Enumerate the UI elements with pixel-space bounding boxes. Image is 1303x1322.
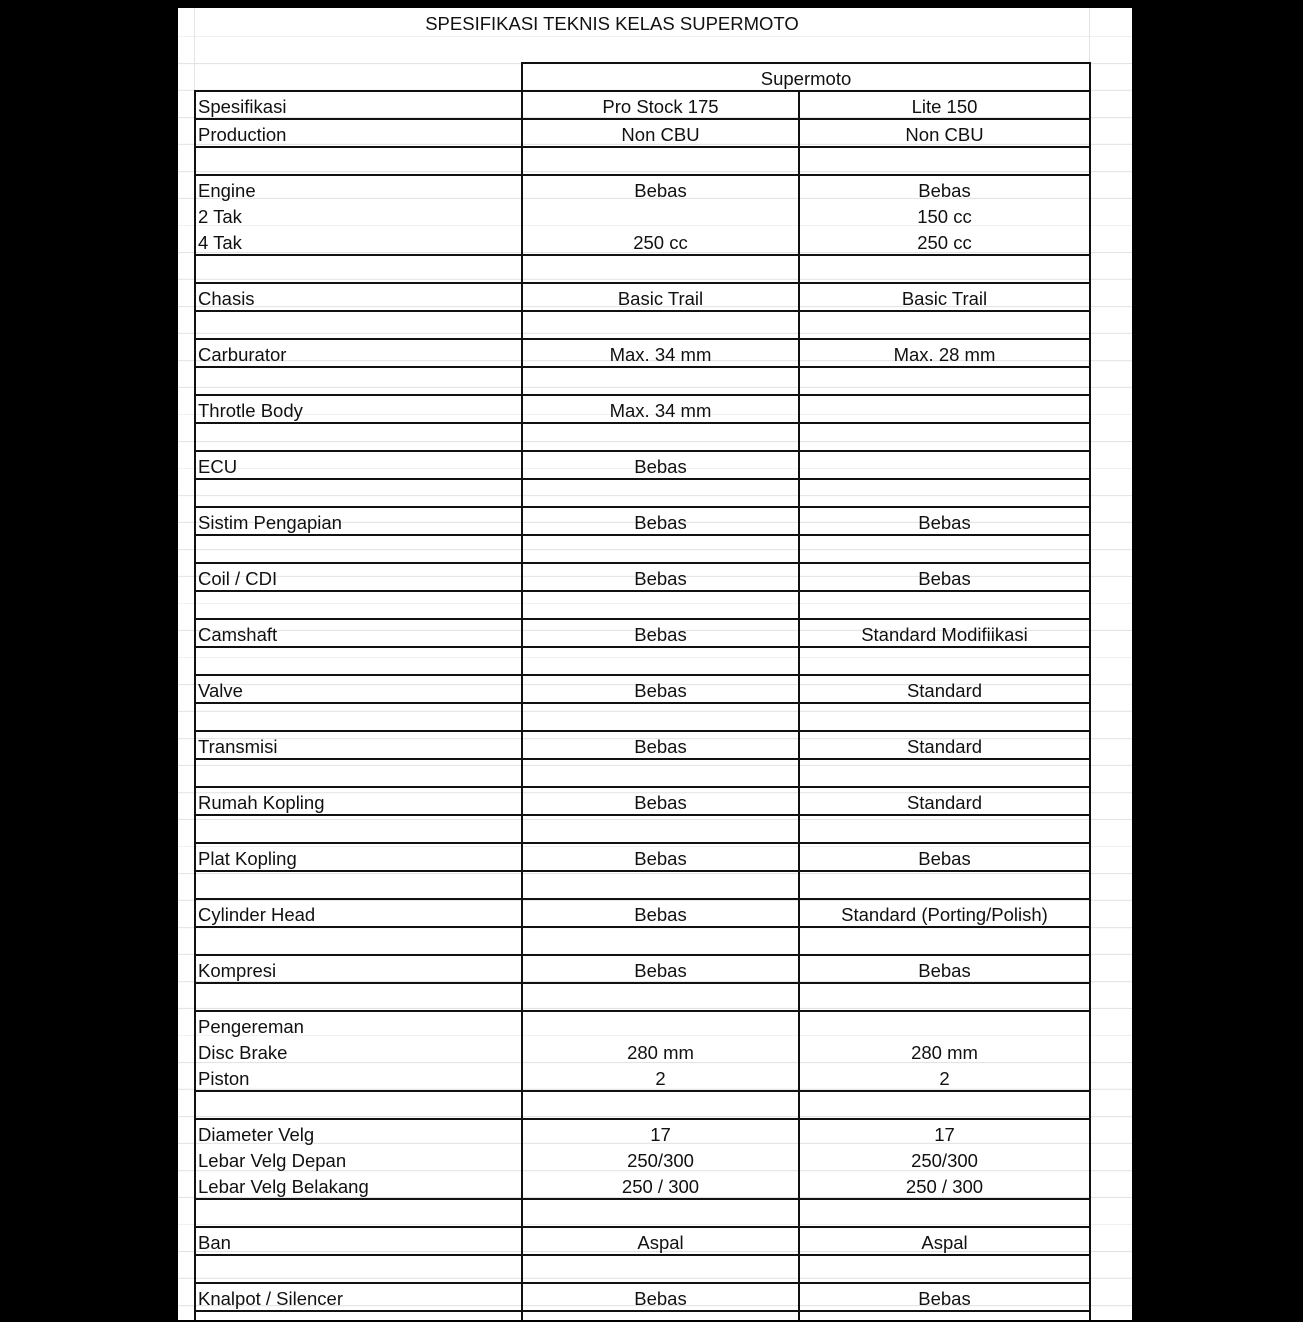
cell-pro-stock: 280 mm [522, 1038, 799, 1064]
header-col-pro-stock: Pro Stock 175 [522, 91, 799, 119]
table-row [195, 871, 1090, 899]
cell-pro-stock: Bebas [522, 619, 799, 647]
cell-lite [799, 367, 1090, 395]
table-row [195, 255, 1090, 283]
cell-pro-stock [522, 759, 799, 787]
cell-pro-stock [522, 479, 799, 507]
table-row [195, 759, 1090, 787]
cell-label: Pengereman [195, 1011, 522, 1038]
cell-lite: Standard Modifiikasi [799, 619, 1090, 647]
table-row [195, 507, 1090, 535]
table-row [195, 1119, 1090, 1146]
cell-pro-stock: Bebas [522, 451, 799, 479]
cell-label: Transmisi [195, 731, 522, 759]
cell-pro-stock [522, 367, 799, 395]
cell-label [195, 1199, 522, 1227]
cell-label: Ban [195, 1227, 522, 1255]
cell-label [195, 871, 522, 899]
cell-lite: Bebas [799, 955, 1090, 983]
cell-label: Valve [195, 675, 522, 703]
cell-pro-stock [522, 1255, 799, 1283]
cell-lite: Non CBU [799, 119, 1090, 147]
table-row [195, 843, 1090, 871]
cell-pro-stock [522, 147, 799, 175]
table-row [195, 535, 1090, 563]
cell-label [195, 479, 522, 507]
cell-lite: Bebas [799, 1283, 1090, 1311]
cell-pro-stock: Bebas [522, 175, 799, 202]
cell-pro-stock: Max. 34 mm [522, 339, 799, 367]
cell-label [195, 815, 522, 843]
cell-label [195, 647, 522, 675]
cell-lite [799, 395, 1090, 423]
table-row [195, 1311, 1090, 1320]
table-row [195, 815, 1090, 843]
table-row [195, 1172, 1090, 1199]
cell-pro-stock [522, 535, 799, 563]
table-row [195, 1255, 1090, 1283]
cell-pro-stock: Bebas [522, 955, 799, 983]
cell-label [195, 1311, 522, 1320]
cell-pro-stock: Aspal [522, 1227, 799, 1255]
cell-label: Production [195, 119, 522, 147]
empty-header-cell [195, 63, 522, 91]
cell-lite: 250/300 [799, 1146, 1090, 1172]
cell-pro-stock [522, 591, 799, 619]
cell-lite [799, 535, 1090, 563]
cell-label [195, 367, 522, 395]
cell-pro-stock: Bebas [522, 843, 799, 871]
cell-lite [799, 647, 1090, 675]
cell-lite [799, 311, 1090, 339]
cell-lite [799, 451, 1090, 479]
cell-label: Diameter Velg [195, 1119, 522, 1146]
cell-pro-stock [522, 202, 799, 228]
cell-pro-stock: Max. 34 mm [522, 395, 799, 423]
cell-label: Chasis [195, 283, 522, 311]
table-row [195, 395, 1090, 423]
table-row [195, 1011, 1090, 1038]
cell-pro-stock: 250 / 300 [522, 1172, 799, 1199]
table-row [195, 451, 1090, 479]
table-row [195, 147, 1090, 175]
cell-pro-stock [522, 647, 799, 675]
cell-label [195, 703, 522, 731]
cell-label: Cylinder Head [195, 899, 522, 927]
cell-pro-stock [522, 703, 799, 731]
cell-pro-stock [522, 1091, 799, 1119]
cell-pro-stock: Bebas [522, 507, 799, 535]
cell-lite [799, 927, 1090, 955]
cell-label: 4 Tak [195, 228, 522, 255]
cell-lite [799, 423, 1090, 451]
cell-lite: Bebas [799, 175, 1090, 202]
cell-label: Plat Kopling [195, 843, 522, 871]
table-row [195, 339, 1090, 367]
cell-label: Engine [195, 175, 522, 202]
cell-pro-stock: Bebas [522, 787, 799, 815]
cell-label [195, 759, 522, 787]
table-row [195, 367, 1090, 395]
cell-label [195, 1255, 522, 1283]
cell-lite: Basic Trail [799, 283, 1090, 311]
cell-pro-stock: Bebas [522, 731, 799, 759]
cell-lite: 250 / 300 [799, 1172, 1090, 1199]
cell-lite: Standard [799, 787, 1090, 815]
cell-pro-stock: 250 cc [522, 228, 799, 255]
cell-label [195, 591, 522, 619]
table-row [195, 563, 1090, 591]
cell-label: Kompresi [195, 955, 522, 983]
cell-lite: 150 cc [799, 202, 1090, 228]
table-row [195, 731, 1090, 759]
cell-pro-stock: Bebas [522, 899, 799, 927]
cell-lite [799, 147, 1090, 175]
cell-pro-stock: 17 [522, 1119, 799, 1146]
table-row [195, 228, 1090, 255]
cell-label [195, 983, 522, 1011]
cell-lite [799, 1011, 1090, 1038]
cell-pro-stock: Bebas [522, 563, 799, 591]
cell-pro-stock [522, 871, 799, 899]
cell-lite: Standard (Porting/Polish) [799, 899, 1090, 927]
cell-pro-stock: Bebas [522, 675, 799, 703]
cell-label: 2 Tak [195, 202, 522, 228]
cell-label: Lebar Velg Belakang [195, 1172, 522, 1199]
cell-label [195, 1091, 522, 1119]
cell-label [195, 535, 522, 563]
column-header-row [195, 91, 1090, 119]
cell-label: Throtle Body [195, 395, 522, 423]
table-row [195, 647, 1090, 675]
cell-pro-stock [522, 1199, 799, 1227]
cell-pro-stock: Basic Trail [522, 283, 799, 311]
cell-label [195, 255, 522, 283]
table-row [195, 1227, 1090, 1255]
cell-pro-stock: Bebas [522, 1283, 799, 1311]
cell-label [195, 311, 522, 339]
cell-lite [799, 703, 1090, 731]
cell-lite [799, 871, 1090, 899]
table-row [195, 619, 1090, 647]
table-row [195, 927, 1090, 955]
cell-lite: 17 [799, 1119, 1090, 1146]
cell-lite [799, 1199, 1090, 1227]
cell-lite: Standard [799, 731, 1090, 759]
cell-pro-stock [522, 311, 799, 339]
cell-pro-stock [522, 815, 799, 843]
table-row [195, 983, 1090, 1011]
cell-pro-stock [522, 255, 799, 283]
group-header-row [195, 63, 1090, 91]
cell-lite [799, 815, 1090, 843]
table-row [195, 175, 1090, 202]
table-row [195, 202, 1090, 228]
cell-lite: Bebas [799, 843, 1090, 871]
cell-lite [799, 1091, 1090, 1119]
cell-label [195, 423, 522, 451]
cell-lite: Bebas [799, 563, 1090, 591]
table-row [195, 1283, 1090, 1311]
cell-pro-stock [522, 983, 799, 1011]
table-row [195, 1091, 1090, 1119]
cell-pro-stock [522, 1311, 799, 1320]
cell-label [195, 927, 522, 955]
cell-lite [799, 1255, 1090, 1283]
table-row [195, 675, 1090, 703]
cell-lite [799, 983, 1090, 1011]
cell-lite [799, 255, 1090, 283]
cell-lite: Standard [799, 675, 1090, 703]
spreadsheet-page [178, 8, 1132, 1320]
cell-lite [799, 591, 1090, 619]
page-title: SPESIFIKASI TEKNIS KELAS SUPERMOTO [425, 13, 799, 34]
cell-label: Camshaft [195, 619, 522, 647]
cell-label: Piston [195, 1064, 522, 1091]
cell-lite: Aspal [799, 1227, 1090, 1255]
table-row [195, 119, 1090, 147]
table-row [195, 311, 1090, 339]
cell-label: Rumah Kopling [195, 787, 522, 815]
cell-pro-stock [522, 423, 799, 451]
table-row [195, 423, 1090, 451]
header-col-lite: Lite 150 [799, 91, 1090, 119]
table-row [195, 479, 1090, 507]
table-row [195, 703, 1090, 731]
cell-pro-stock: 250/300 [522, 1146, 799, 1172]
table-row [195, 1038, 1090, 1064]
cell-label: ECU [195, 451, 522, 479]
cell-lite: Bebas [799, 507, 1090, 535]
cell-label: Sistim Pengapian [195, 507, 522, 535]
cell-lite: 250 cc [799, 228, 1090, 255]
cell-lite: 2 [799, 1064, 1090, 1091]
table-row [195, 591, 1090, 619]
spec-table [194, 62, 1091, 1320]
table-row [195, 955, 1090, 983]
cell-label: Carburator [195, 339, 522, 367]
cell-pro-stock: Non CBU [522, 119, 799, 147]
cell-lite: 280 mm [799, 1038, 1090, 1064]
cell-lite [799, 759, 1090, 787]
cell-label: Disc Brake [195, 1038, 522, 1064]
cell-label: Knalpot / Silencer [195, 1283, 522, 1311]
cell-label: Lebar Velg Depan [195, 1146, 522, 1172]
cell-label [195, 147, 522, 175]
table-row [195, 787, 1090, 815]
cell-pro-stock [522, 1011, 799, 1038]
cell-lite [799, 1311, 1090, 1320]
cell-lite [799, 479, 1090, 507]
table-row [195, 1146, 1090, 1172]
table-row [195, 899, 1090, 927]
table-row [195, 283, 1090, 311]
table-row [195, 1064, 1090, 1091]
cell-pro-stock: 2 [522, 1064, 799, 1091]
cell-label: Coil / CDI [195, 563, 522, 591]
header-label-cell: Spesifikasi [195, 91, 522, 119]
table-row [195, 1199, 1090, 1227]
spec-table-body [195, 63, 1090, 1320]
group-header-cell: Supermoto [522, 63, 1090, 91]
cell-pro-stock [522, 927, 799, 955]
cell-lite: Max. 28 mm [799, 339, 1090, 367]
